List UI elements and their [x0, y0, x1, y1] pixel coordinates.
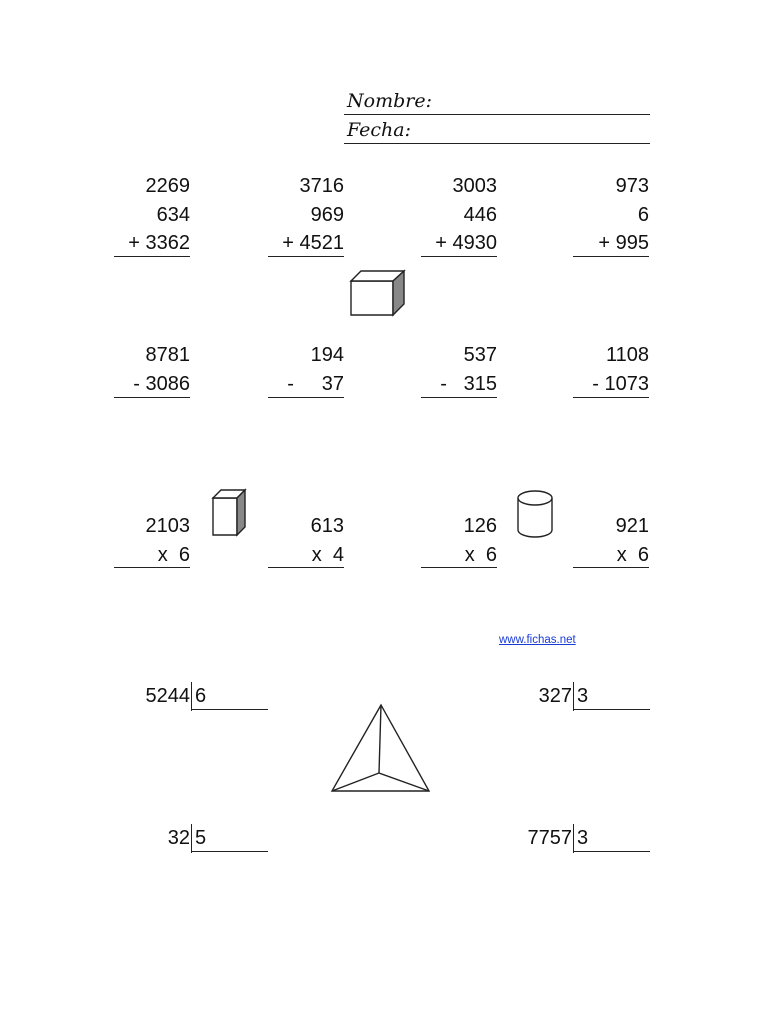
dividend: 5244	[145, 685, 190, 707]
operand: - 37	[287, 372, 344, 395]
result-line	[268, 256, 344, 257]
divisor: 6	[195, 685, 207, 707]
operand: 3003	[452, 175, 497, 197]
operand: 6	[637, 203, 649, 226]
division-bar	[573, 824, 574, 853]
multiplication-problem	[421, 512, 497, 602]
operand: + 995	[598, 232, 649, 254]
result-line	[573, 256, 649, 257]
operand: 613	[310, 515, 344, 537]
result-line	[573, 567, 649, 568]
divisor: 3	[577, 827, 589, 849]
subtraction-problem	[114, 341, 190, 431]
subtraction-problem	[573, 341, 649, 431]
operand: 3716	[299, 175, 344, 197]
division-bar	[191, 824, 192, 853]
operand: + 4930	[435, 232, 497, 254]
result-line	[421, 256, 497, 257]
division-problem	[100, 824, 190, 864]
addition-problem	[114, 172, 190, 262]
subtraction-problem	[421, 341, 497, 431]
dividend: 32	[167, 827, 190, 849]
result-line	[114, 256, 190, 257]
divisor: 5	[195, 827, 207, 849]
division-bar	[191, 682, 192, 711]
result-line	[114, 567, 190, 568]
multiplication-problem	[573, 512, 649, 602]
subtraction-problem	[268, 341, 344, 431]
dividend: 7757	[527, 827, 572, 849]
operand: + 4521	[282, 232, 344, 254]
operand: x 4	[311, 543, 344, 566]
operand: 921	[615, 515, 649, 537]
operand: 194	[310, 344, 344, 366]
operand: - 1073	[592, 372, 649, 395]
operand: 537	[463, 344, 497, 366]
multiplication-problem	[114, 512, 190, 602]
pyramid-icon	[330, 702, 432, 796]
operand: 969	[310, 203, 344, 226]
divisor: 3	[577, 685, 589, 707]
result-line	[268, 397, 344, 398]
result-line	[573, 397, 649, 398]
operand: 126	[463, 515, 497, 537]
dividend: 327	[538, 685, 572, 707]
operand: 1108	[605, 344, 649, 366]
operand: - 315	[440, 372, 497, 395]
quotient-line	[191, 851, 268, 852]
cylinder-icon	[515, 488, 555, 540]
division-bar	[573, 682, 574, 711]
operand: x 6	[464, 543, 497, 566]
result-line	[114, 397, 190, 398]
operand: 634	[156, 203, 190, 226]
division-problem	[480, 824, 572, 864]
division-problem	[480, 682, 572, 722]
name-label: Nombre:	[347, 90, 432, 112]
quotient-line	[191, 709, 268, 710]
addition-problem	[573, 172, 649, 262]
operand: 446	[463, 203, 497, 226]
rectangular-prism-icon	[210, 488, 248, 538]
date-line	[344, 143, 650, 144]
cube-icon	[349, 269, 407, 319]
addition-problem	[268, 172, 344, 262]
operand: 2269	[145, 175, 190, 197]
operand: 973	[615, 175, 649, 197]
operand: 2103	[145, 515, 190, 537]
addition-problem	[421, 172, 497, 262]
name-line	[344, 114, 650, 115]
result-line	[421, 397, 497, 398]
operand: x 6	[157, 543, 190, 566]
operand: - 3086	[133, 372, 190, 395]
quotient-line	[573, 709, 650, 710]
operand: 8781	[145, 344, 190, 366]
result-line	[268, 567, 344, 568]
operand: x 6	[616, 543, 649, 566]
multiplication-problem	[268, 512, 344, 602]
website-link[interactable]: www.fichas.net	[499, 634, 576, 646]
date-label: Fecha:	[347, 119, 411, 141]
quotient-line	[573, 851, 650, 852]
result-line	[421, 567, 497, 568]
division-problem	[100, 682, 190, 722]
operand: + 3362	[128, 232, 190, 254]
